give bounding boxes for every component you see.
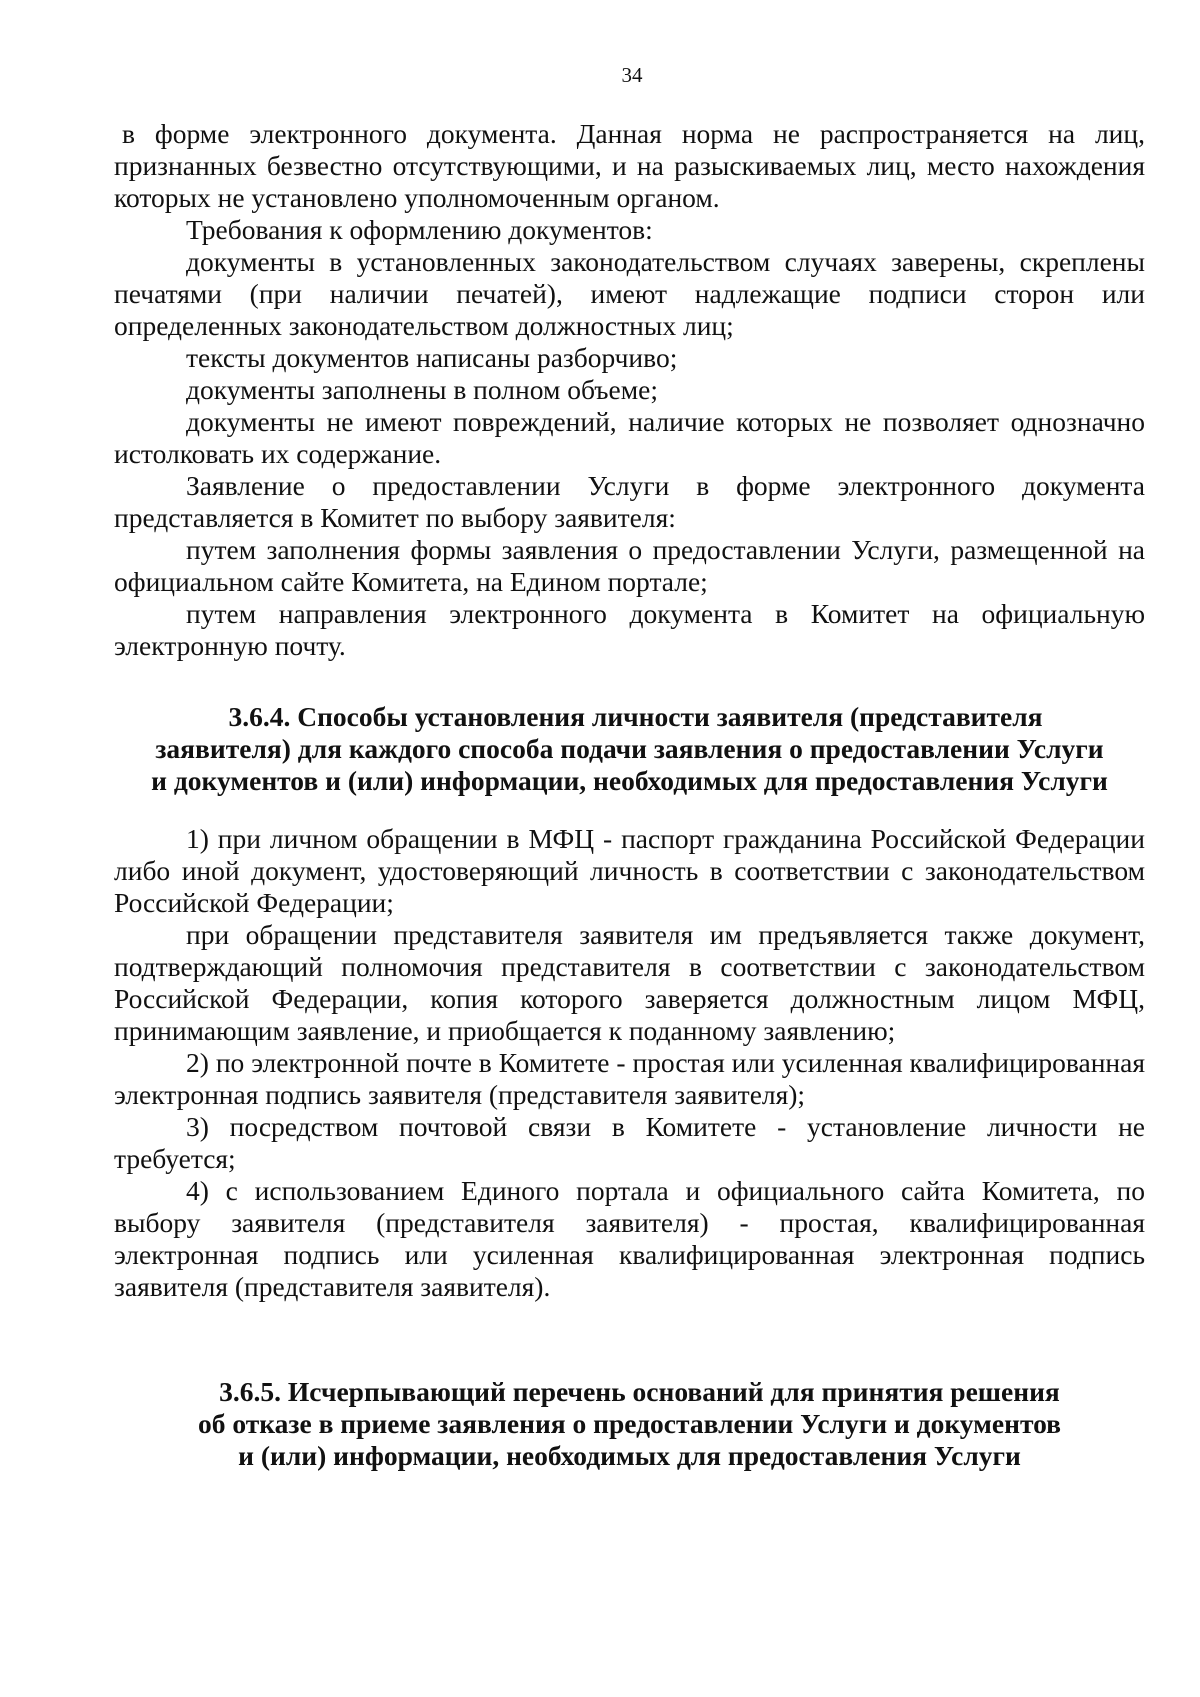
section-heading-3-6-5 — [114, 1376, 1145, 1472]
section-heading-3-6-4 — [114, 701, 1145, 797]
page-number: 34 — [621, 63, 643, 87]
paragraph: документы в установленных законодательством случаях заверены, скреплены печатями (при наличии печатей), имеют надлежащие подписи сторон или определенных законодательством должностных лиц; — [114, 246, 1145, 341]
paragraph: 2) по электронной почте в Комитете - простая или усиленная квалифицированная электронная подпись заявителя (представителя заявителя); — [114, 1047, 1145, 1110]
paragraph: путем заполнения формы заявления о предоставлении Услуги, размещенной на официальном сайте Комитета, на Едином портале; — [114, 534, 1145, 597]
paragraph: тексты документов написаны разборчиво; — [186, 342, 678, 373]
heading-line: и документов и (или) информации, необходимых для предоставления Услуги — [151, 765, 1108, 796]
paragraph: при обращении представителя заявителя им предъявляется также документ, подтверждающий полномочия представителя в соответствии с законодательством Российской Федерации, копия которого заверяется должностным лицом МФЦ, принимающим заявление, и приобщается к поданному заявлению; — [114, 919, 1145, 1046]
heading-line: и (или) информации, необходимых для предоставления Услуги — [238, 1440, 1021, 1471]
paragraph: путем направления электронного документа в Комитет на официальную электронную почту. — [114, 598, 1145, 661]
paragraph: 3) посредством почтовой связи в Комитете - установление личности не требуется; — [114, 1111, 1145, 1174]
heading-line: 3.6.5. Исчерпывающий перечень оснований для принятия решения — [219, 1376, 1060, 1407]
paragraph: в форме электронного документа. Данная норма не распространяется на лиц, признанных безвестно отсутствующими, и на разыскиваемых лиц, место нахождения которых не установлено уполномоченным органом. — [114, 118, 1145, 213]
paragraph: документы не имеют повреждений, наличие которых не позволяет однозначно истолковать их содержание. — [114, 406, 1145, 469]
paragraph: Требования к оформлению документов: — [186, 214, 653, 245]
text-block-identification — [114, 823, 1145, 1303]
heading-line: заявителя) для каждого способа подачи заявления о предоставлении Услуги — [155, 733, 1104, 764]
paragraph: документы заполнены в полном объеме; — [186, 374, 658, 405]
heading-line: об отказе в приеме заявления о предоставлении Услуги и документов — [197, 1408, 1062, 1439]
paragraph: Заявление о предоставлении Услуги в форме электронного документа представляется в Комитет по выбору заявителя: — [114, 470, 1145, 533]
paragraph: 4) с использованием Единого портала и официального сайта Комитета, по выбору заявителя (представителя заявителя) - простая, квалифицированная электронная подпись или усиленная квалифицированная электронная подпись заявителя (представителя заявителя). — [114, 1175, 1145, 1302]
text-block-requirements — [114, 118, 1145, 662]
paragraph: 1) при личном обращении в МФЦ - паспорт гражданина Российской Федерации либо иной документ, удостоверяющий личность в соответствии с законодательством Российской Федерации; — [114, 823, 1145, 918]
heading-line: 3.6.4. Способы установления личности заявителя (представителя — [228, 701, 1043, 732]
